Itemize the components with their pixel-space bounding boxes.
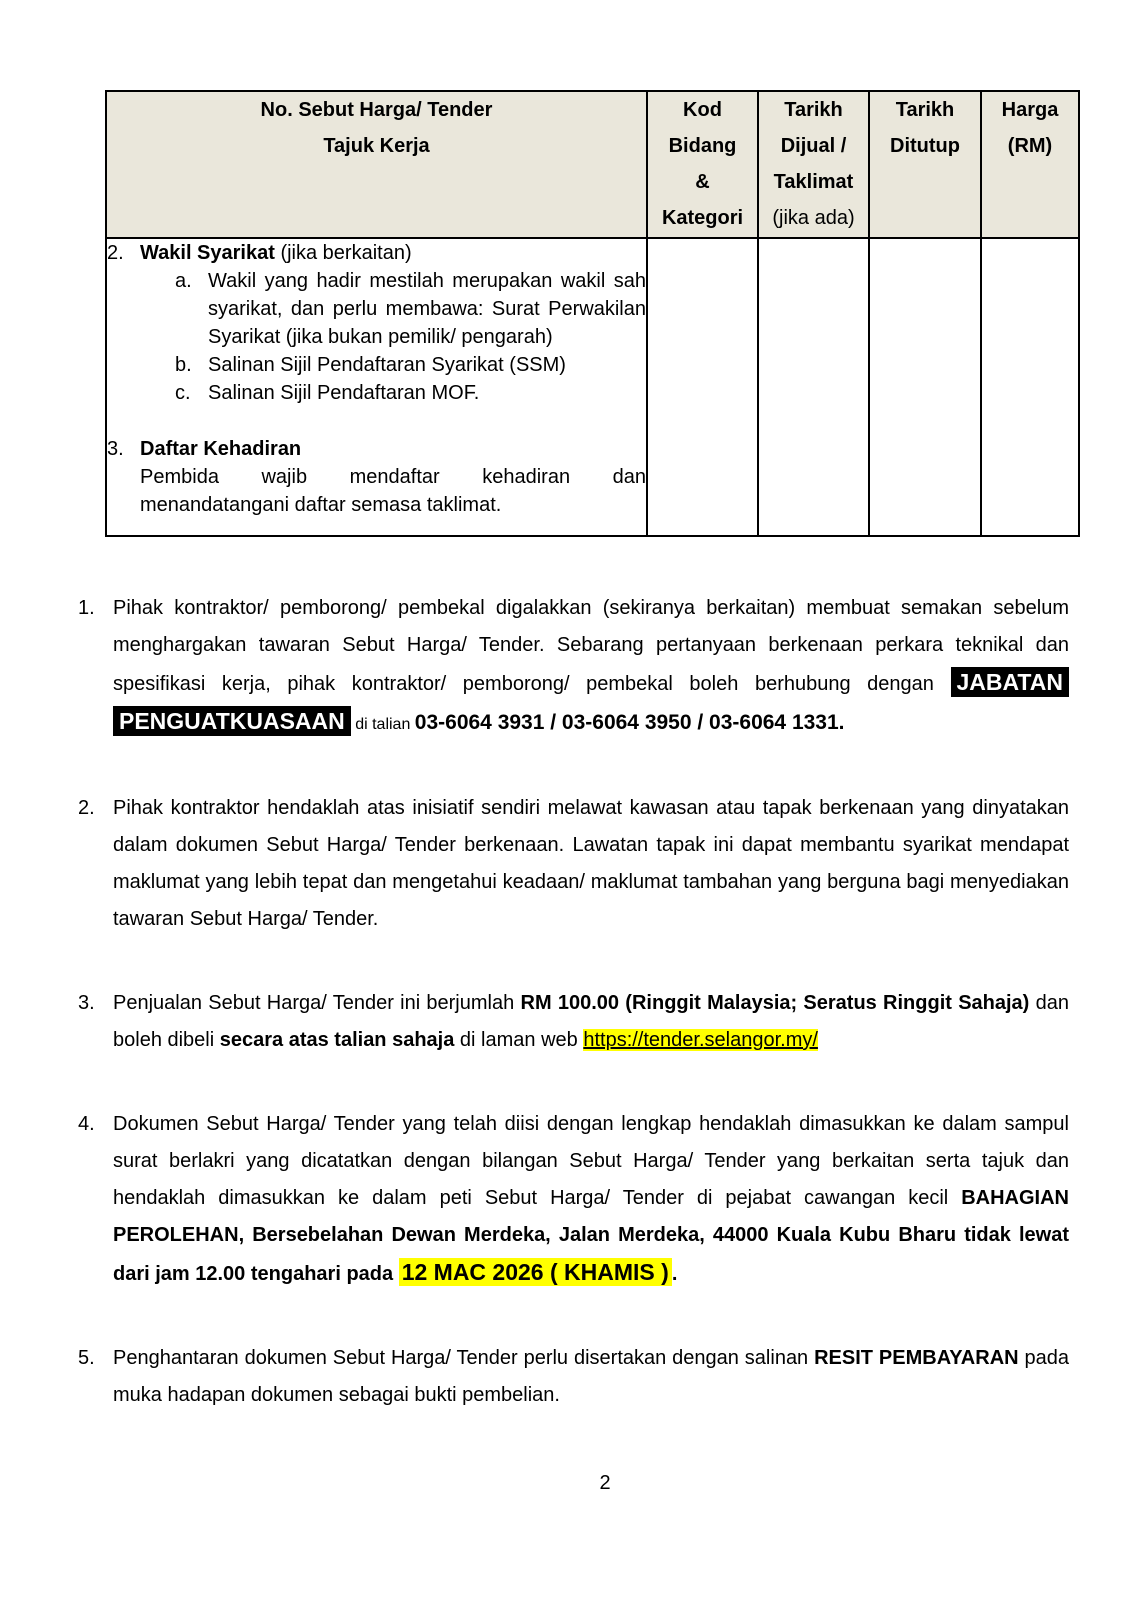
item-number: 3.: [107, 438, 124, 460]
address-bold-text: BAHAGIAN PEROLEHAN, Bersebelahan Dewan Merdeka, Jalan Merdeka, 44000 Kuala Kubu Bharu tidak lewat dari jam 12.00 tengahari pada: [113, 1187, 1069, 1285]
header-line: (RM): [1007, 135, 1053, 157]
list-item-letter: c.: [175, 382, 191, 404]
note-text: [113, 1106, 1069, 1293]
header-line: Taklimat: [773, 171, 854, 193]
body-cell-dijual-empty: [758, 238, 869, 536]
note-item-3: [78, 985, 1069, 1059]
body-cell-ditutup-empty: [869, 238, 981, 536]
note-text-segment: Pihak kontraktor/ pemborong/ pembekal digalakkan (sekiranya berkaitan) membuat semakan sebelum menghargakan tawaran Sebut Harga/ Tender. Sebarang pertanyaan berkenaan perkara teknikal dan spesifikasi kerja, pihak kontraktor/ pemborong/ pembekal boleh berhubung dengan: [113, 597, 1069, 695]
list-item-letter: b.: [175, 354, 192, 376]
note-text: [113, 985, 1069, 1059]
header-line: Tarikh: [784, 99, 843, 121]
note-text-segment: Penghantaran dokumen Sebut Harga/ Tender perlu disertakan dengan salinan: [113, 1347, 815, 1369]
list-item: [175, 379, 646, 407]
item-text: Pembida wajib mendaftar kehadiran dan menandatangani daftar semasa taklimat.: [140, 466, 646, 516]
header-line: Ditutup: [890, 135, 960, 157]
note-number: 5.: [78, 1347, 95, 1369]
item-title-suffix: (jika berkaitan): [274, 242, 412, 264]
tender-url-link[interactable]: https://tender.selangor.my/: [583, 1029, 818, 1051]
note-text-segment: di talian: [350, 716, 415, 733]
note-number: 3.: [78, 992, 95, 1014]
header-line: Kod: [683, 99, 722, 121]
note-text-segment: Dokumen Sebut Harga/ Tender yang telah diisi dengan lengkap hendaklah dimasukkan ke dalam sampul surat berlakri yang dicatatkan dengan bilangan Sebut Harga/ Tender yang berkaitan serta tajuk dan hendaklah dimasukkan ke dalam peti Sebut Harga/ Tender di pejabat cawangan kecil: [113, 1113, 1069, 1209]
header-line: Harga: [1001, 99, 1059, 121]
receipt-bold-text: RESIT PEMBAYARAN: [814, 1347, 1019, 1369]
note-item-1: [78, 590, 1069, 743]
note-text-segment: Pihak kontraktor hendaklah atas inisiatif sendiri melawat kawasan atau tapak berkenaan yang dinyatakan dalam dokumen Sebut Harga/ Tender berkenaan. Lawatan tapak ini dapat membantu syarikat mendapat maklumat yang lebih tepat dan mengetahui keadaan/ maklumat tambahan yang berguna bagi menyediakan tawaran Sebut Harga/ Tender.: [113, 797, 1069, 930]
list-item-text: Salinan Sijil Pendaftaran MOF.: [208, 382, 480, 404]
header-line: Bidang: [668, 135, 737, 157]
phone-numbers: 03-6064 3931 / 03-6064 3950 / 03-6064 1331.: [414, 711, 845, 734]
header-line: Tarikh: [895, 99, 955, 121]
item-title-line: [140, 239, 646, 267]
header-line: (jika ada): [772, 207, 855, 229]
body-cell-tender-details: [106, 238, 647, 536]
notes-list: [78, 590, 1069, 1414]
list-item-letter: a.: [175, 270, 192, 292]
note-text-segment: Penjualan Sebut Harga/ Tender ini berjumlah: [113, 992, 521, 1014]
note-item-5: [78, 1340, 1069, 1414]
header-line: Dijual /: [780, 135, 847, 157]
table-body-row: [106, 238, 1079, 536]
item-title: Wakil Syarikat: [140, 242, 275, 264]
item-title: Daftar Kehadiran: [140, 438, 302, 460]
header-cell-kod-bidang: [647, 91, 758, 238]
header-line: Kategori: [661, 207, 744, 229]
list-item-text: Wakil yang hadir mestilah merupakan wakil sah syarikat, dan perlu membawa: Surat Perwakilan Syarikat (jika bukan pemilik/ pengarah): [208, 270, 646, 348]
header-line: No. Sebut Harga/ Tender: [260, 99, 493, 121]
header-line: Tajuk Kerja: [323, 135, 430, 157]
body-cell-harga-empty: [981, 238, 1079, 536]
note-text-segment: .: [671, 1263, 678, 1285]
header-cell-no-tender: [106, 91, 647, 238]
table-header-row: [106, 91, 1079, 238]
note-item-4: [78, 1106, 1069, 1293]
note-text: [113, 590, 1069, 743]
dept-highlight: JABATAN PENGUATKUASAAN: [113, 667, 1069, 736]
header-line: &: [695, 171, 710, 193]
list-item: [175, 351, 646, 379]
sub-list: [175, 267, 646, 407]
note-number: 1.: [78, 597, 95, 619]
table-item-wakil-syarikat: [107, 239, 646, 407]
price-bold-text: RM 100.00 (Ringgit Malaysia; Seratus Ringgit Sahaja): [520, 992, 1030, 1014]
list-item-text: Salinan Sijil Pendaftaran Syarikat (SSM): [208, 354, 566, 376]
note-number: 2.: [78, 797, 95, 819]
header-cell-harga: [981, 91, 1079, 238]
note-text-segment: dan boleh dibeli: [113, 992, 1069, 1051]
note-text: [113, 790, 1069, 938]
header-cell-tarikh-dijual: [758, 91, 869, 238]
note-text-segment: di laman web: [454, 1029, 584, 1051]
table-item-daftar-kehadiran: [107, 435, 646, 519]
closing-date-highlight: 12 MAC 2026 ( KHAMIS ): [399, 1258, 672, 1286]
note-text-segment: pada muka hadapan dokumen sebagai bukti pembelian.: [113, 1347, 1069, 1406]
note-bold-text: secara atas talian sahaja: [219, 1029, 455, 1051]
list-item: [175, 267, 646, 351]
note-item-2: [78, 790, 1069, 938]
note-text: [113, 1340, 1069, 1414]
spacer: [107, 407, 646, 435]
body-cell-kod-empty: [647, 238, 758, 536]
item-number: 2.: [107, 242, 124, 264]
tender-table: [105, 90, 1080, 537]
header-cell-tarikh-ditutup: [869, 91, 981, 238]
note-number: 4.: [78, 1113, 95, 1135]
page-number: 2: [599, 1472, 611, 1494]
